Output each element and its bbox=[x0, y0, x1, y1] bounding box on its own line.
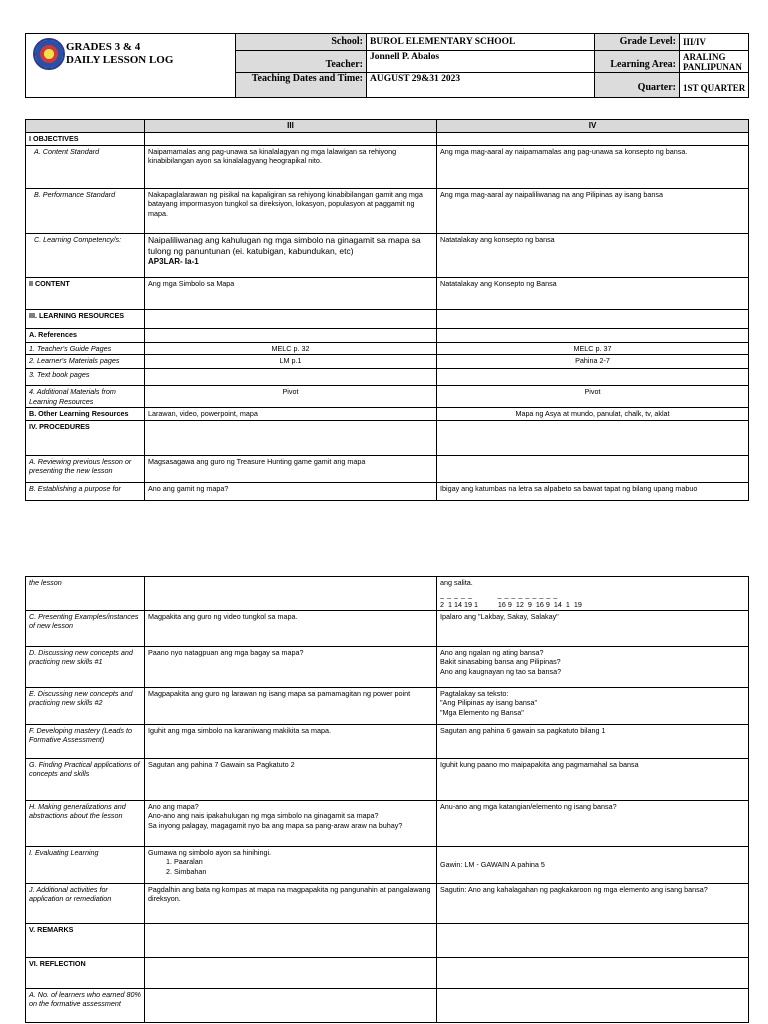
presenting-examples-label: C. Presenting Examples/instances of new lesson bbox=[26, 611, 145, 647]
presenting-examples-g3: Magpakita ang guro ng video tungkol sa mapa. bbox=[145, 611, 437, 647]
word-puzzle-g4 bbox=[437, 577, 749, 611]
references-label: A. References bbox=[26, 329, 145, 343]
textbook-pages-label: 3. Text book pages bbox=[26, 369, 145, 386]
generalizations-g4: Anu-ano ang mga katangian/elemento ng isang bansa? bbox=[437, 801, 749, 847]
purpose-g3: Ano ang gamit ng mapa? bbox=[145, 482, 437, 500]
list-item: 2. Simbahan bbox=[174, 867, 433, 876]
review-lesson-g3: Magsasagawa ang guro ng Treasure Hunting game gamit ang mapa bbox=[145, 455, 437, 482]
purpose-g4: Ibigay ang katumbas na letra sa alpabeto sa bawat tapat ng bilang upang mabuo bbox=[437, 482, 749, 500]
content-label: II CONTENT bbox=[26, 278, 145, 310]
developing-mastery-g3: Iguhit ang mga simbolo na karaniwang makikita sa mapa. bbox=[145, 725, 437, 759]
evaluating-learning-g4: Gawin: LM - GAWAIN A pahina 5 bbox=[437, 847, 749, 884]
evaluating-learning-label: I. Evaluating Learning bbox=[26, 847, 145, 884]
additional-materials-g3: Pivot bbox=[145, 386, 437, 408]
discussing-concepts-1-label: D. Discussing new concepts and practicing new skills #1 bbox=[26, 647, 145, 688]
generalizations-label: H. Making generalizations and abstractions about the lesson bbox=[26, 801, 145, 847]
teacher-label: Teacher: bbox=[236, 51, 367, 72]
school-value: BUROL ELEMENTARY SCHOOL bbox=[367, 34, 595, 50]
title-line-2: DAILY LESSON LOG bbox=[66, 54, 174, 66]
learning-competency-g3 bbox=[145, 234, 437, 278]
learning-resources-label: III. LEARNING RESOURCES bbox=[26, 310, 145, 329]
developing-mastery-g4: Sagutan ang pahina 6 gawain sa pagkatuto bilang 1 bbox=[437, 725, 749, 759]
discussing-concepts-2-g4: Pagtalakay sa teksto: "Ang Pilipinas ay isang bansa" "Mga Elemento ng Bansa" bbox=[437, 688, 749, 725]
practical-applications-g4: Iguhit kung paano mo maipapakita ang pagmamahal sa bansa bbox=[437, 759, 749, 801]
content-standard-g3: Naipamamalas ang pag-unawa sa kinalalagyan ng mga lalawigan sa rehiyong kinabibilangan ayon sa kinalalagyang heograpikal nito. bbox=[145, 146, 437, 189]
word-puzzle-blanks: _ _ _ _ _ _ _ _ _ _ _ _ _ _ bbox=[440, 590, 558, 600]
header-box bbox=[25, 33, 749, 98]
purpose-continued-label: the lesson bbox=[26, 577, 145, 611]
generalizations-g3: Ano ang mapa? Ano-ano ang nais ipakahulugan ng mga simbolo na ginagamit sa mapa? Sa inyong palagay, magagamit nyo ba ang mapa sa pang-araw araw na buhay? bbox=[145, 801, 437, 847]
review-lesson-label: A. Reviewing previous lesson or presenting the new lesson bbox=[26, 455, 145, 482]
teacher-value: Jonnell P. Abalos bbox=[367, 51, 595, 72]
teaching-dates-value: AUGUST 29&31 2023 bbox=[367, 73, 595, 97]
procedures-label: IV. PROCEDURES bbox=[26, 420, 145, 455]
additional-activities-g3: Pagdalhin ang bata ng kompas at mapa na magpapakita ng pangunahin at pangalawang direksyon. bbox=[145, 884, 437, 924]
additional-materials-g4: Pivot bbox=[437, 386, 749, 408]
column-header-grade4: IV bbox=[437, 120, 749, 133]
grade-level-value: III/IV bbox=[683, 37, 707, 47]
evaluating-learning-g3: Gumawa ng simbolo ayon sa hinihingi. 1. Paaralan 2. Simbahan bbox=[145, 847, 437, 884]
learners-materials-label: 2. Learner's Materials pages bbox=[26, 355, 145, 369]
discussing-concepts-1-g3: Paano nyo natagpuan ang mga bagay sa mapa? bbox=[145, 647, 437, 688]
discussing-concepts-2-label: E. Discussing new concepts and practicing new skills #2 bbox=[26, 688, 145, 725]
learners-materials-g3: LM p.1 bbox=[145, 355, 437, 369]
school-label: School: bbox=[236, 34, 367, 50]
content-g3: Ang mga Simbolo sa Mapa bbox=[145, 278, 437, 310]
teachers-guide-g4: MELC p. 37 bbox=[437, 343, 749, 355]
additional-materials-label: 4. Additional Materials from Learning Resources bbox=[26, 386, 145, 408]
presenting-examples-g4: Ipalaro ang "Lakbay, Sakay, Salakay" bbox=[437, 611, 749, 647]
additional-activities-label: J. Additional activities for application or remediation bbox=[26, 884, 145, 924]
practical-applications-g3: Sagutan ang pahina 7 Gawain sa Pagkatuto 2 bbox=[145, 759, 437, 801]
competency-text: Naipaliliwanag ang kahulugan ng mga simbolo na ginagamit sa mapa sa tulong ng panuntunan (ei. katubigan, kabundukan, etc) bbox=[148, 235, 421, 256]
discussing-concepts-1-g4: Ano ang ngalan ng ating bansa? Bakit sinasabing bansa ang Pilipinas? Ano ang kaugnayan ng tao sa bansa? bbox=[437, 647, 749, 688]
other-resources-g3: Larawan, video, powerpoint, mapa bbox=[145, 408, 437, 420]
developing-mastery-label: F. Developing mastery (Leads to Formative Assessment) bbox=[26, 725, 145, 759]
content-standard-g4: Ang mga mag-aaral ay naipamamalas ang pag-unawa sa konsepto ng bansa. bbox=[437, 146, 749, 189]
purpose-label: B. Establishing a purpose for bbox=[26, 482, 145, 500]
column-header-grade3: III bbox=[145, 120, 437, 133]
other-resources-label: B. Other Learning Resources bbox=[26, 408, 145, 420]
quarter-label: Quarter: bbox=[595, 73, 680, 97]
content-standard-label: A. Content Standard bbox=[26, 146, 145, 189]
learning-area-value: ARALING PANLIPUNAN bbox=[683, 52, 742, 72]
learners-materials-g4: Pahina 2-7 bbox=[437, 355, 749, 369]
lesson-table-part2 bbox=[25, 576, 749, 1023]
competency-code: AP3LAR- Ia-1 bbox=[148, 257, 199, 266]
corner-cell bbox=[26, 120, 145, 133]
word-puzzle-text: ang salita. bbox=[440, 578, 473, 587]
objectives-label: I OBJECTIVES bbox=[26, 133, 145, 146]
grade-level-label: Grade Level: bbox=[595, 34, 680, 50]
learners-80-percent-label: A. No. of learners who earned 80% on the formative assessment bbox=[26, 989, 145, 1023]
performance-standard-g3: Nakapaglalarawan ng pisikal na kapaligiran sa rehiyong kinabibilangan gamit ang mga batayang impormasyon tungkol sa direksiyon, lokasyon, populasyon at paggamit ng mapa. bbox=[145, 189, 437, 234]
word-puzzle-numbers: 2 1 14 19 1 16 9 12 9 16 9 14 1 19 bbox=[440, 599, 582, 609]
practical-applications-label: G. Finding Practical applications of concepts and skills bbox=[26, 759, 145, 801]
teachers-guide-g3: MELC p. 32 bbox=[145, 343, 437, 355]
additional-activities-g4: Sagutin: Ano ang kahalagahan ng pagkakaroon ng mga elemento ang isang bansa? bbox=[437, 884, 749, 924]
title-line-1: GRADES 3 & 4 bbox=[66, 41, 141, 53]
learning-area-label: Learning Area: bbox=[595, 51, 680, 72]
lesson-table-part1 bbox=[25, 119, 749, 501]
discussing-concepts-2-g3: Magpapakita ang guro ng larawan ng isang mapa sa pamamagitan ng power point bbox=[145, 688, 437, 725]
deped-seal-icon bbox=[33, 38, 65, 70]
teaching-dates-label: Teaching Dates and Time: bbox=[236, 73, 367, 97]
teachers-guide-label: 1. Teacher's Guide Pages bbox=[26, 343, 145, 355]
quarter-value: 1ST QUARTER bbox=[683, 83, 746, 93]
performance-standard-g4: Ang mga mag-aaral ay naipaliliwanag na ang Pilipinas ay isang bansa bbox=[437, 189, 749, 234]
logo-cell bbox=[26, 34, 236, 97]
other-resources-g4: Mapa ng Asya at mundo, panulat, chalk, tv, aklat bbox=[437, 408, 749, 420]
header-grid bbox=[236, 34, 748, 97]
content-g4: Natatalakay ang Konsepto ng Bansa bbox=[437, 278, 749, 310]
reflection-label: VI. REFLECTION bbox=[26, 958, 145, 989]
learning-competency-g4: Natatalakay ang konsepto ng bansa bbox=[437, 234, 749, 278]
performance-standard-label: B. Performance Standard bbox=[26, 189, 145, 234]
list-item: 1. Paaralan bbox=[174, 857, 433, 866]
remarks-label: V. REMARKS bbox=[26, 924, 145, 958]
document-title bbox=[66, 41, 173, 67]
evaluation-list bbox=[148, 857, 433, 876]
learning-competency-label: C. Learning Competency/s: bbox=[26, 234, 145, 278]
